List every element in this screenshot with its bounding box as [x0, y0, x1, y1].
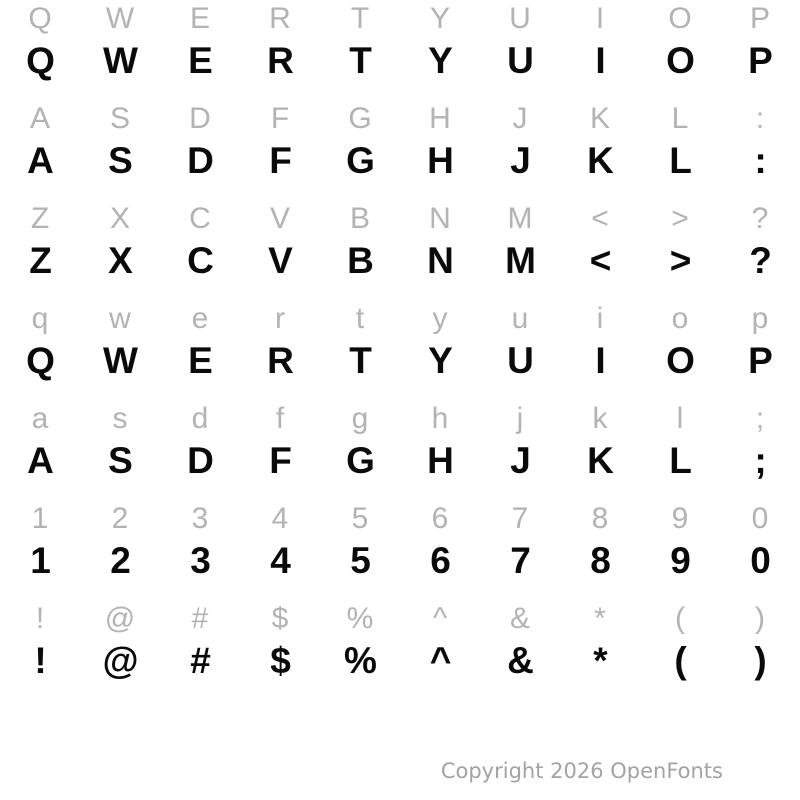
- ref-glyph: $: [271, 602, 289, 635]
- sample-glyph: 1: [30, 540, 50, 581]
- ref-glyph: G: [348, 102, 372, 135]
- sample-glyph: X: [108, 240, 132, 281]
- ref-glyph: 4: [271, 502, 289, 535]
- sample-glyph: :: [754, 140, 766, 181]
- reference-uppercase-bottom-row: [0, 200, 800, 238]
- sample-glyph: !: [34, 640, 46, 681]
- ref-glyph: o: [671, 302, 689, 335]
- sample-glyph: 4: [270, 540, 290, 581]
- ref-glyph: #: [191, 602, 209, 635]
- ref-glyph: i: [596, 302, 604, 335]
- sample-glyph: Y: [428, 40, 452, 81]
- ref-glyph: *: [594, 602, 606, 635]
- ref-glyph: 2: [111, 502, 129, 535]
- ref-glyph: B: [349, 202, 370, 235]
- ref-glyph: j: [516, 402, 524, 435]
- ref-glyph: R: [269, 2, 291, 35]
- sample-glyph: R: [267, 340, 293, 381]
- ref-glyph: X: [109, 202, 130, 235]
- sample-glyph: D: [187, 440, 213, 481]
- glyph-row-pair-uppercase-bottom-row: [0, 200, 800, 300]
- ref-glyph: J: [512, 102, 528, 135]
- ref-glyph: l: [676, 402, 684, 435]
- sample-glyph: ^: [429, 640, 451, 681]
- ref-glyph: Y: [429, 2, 450, 35]
- sample-glyph: Q: [26, 340, 54, 381]
- ref-glyph: 7: [511, 502, 529, 535]
- sample-glyph: B: [347, 240, 373, 281]
- sample-glyph: ): [754, 640, 766, 681]
- ref-glyph: %: [346, 602, 374, 635]
- sample-glyph: Y: [428, 340, 452, 381]
- sample-glyph: F: [269, 440, 291, 481]
- ref-glyph: S: [109, 102, 130, 135]
- sample-glyph: E: [188, 40, 212, 81]
- ref-glyph: Q: [28, 2, 52, 35]
- sample-glyph: A: [27, 440, 53, 481]
- ref-glyph: O: [668, 2, 692, 35]
- ref-glyph: 5: [351, 502, 369, 535]
- sample-glyph: A: [27, 140, 53, 181]
- sample-glyph: T: [349, 340, 371, 381]
- ref-glyph: E: [189, 2, 210, 35]
- sample-glyph: M: [505, 240, 535, 281]
- ref-glyph: C: [189, 202, 211, 235]
- ref-glyph: 1: [31, 502, 49, 535]
- sample-glyph: I: [595, 340, 605, 381]
- sample-glyph: T: [349, 40, 371, 81]
- sample-symbols-row: [0, 638, 800, 684]
- ref-glyph: 8: [591, 502, 609, 535]
- glyph-row-pair-digits-row: [0, 500, 800, 600]
- sample-glyph: R: [267, 40, 293, 81]
- sample-glyph: I: [595, 40, 605, 81]
- ref-glyph: h: [431, 402, 449, 435]
- ref-glyph: r: [275, 302, 285, 335]
- sample-glyph: L: [669, 140, 691, 181]
- sample-glyph: 5: [350, 540, 370, 581]
- sample-glyph: 8: [590, 540, 610, 581]
- sample-glyph: ;: [754, 440, 766, 481]
- sample-glyph: 6: [430, 540, 450, 581]
- ref-glyph: u: [511, 302, 529, 335]
- sample-glyph: $: [270, 640, 290, 681]
- sample-uppercase-bottom-row: [0, 238, 800, 284]
- sample-glyph: O: [666, 340, 694, 381]
- sample-glyph: K: [587, 440, 613, 481]
- ref-glyph: 9: [671, 502, 689, 535]
- ref-glyph: @: [104, 602, 136, 635]
- sample-digits-row: [0, 538, 800, 584]
- ref-glyph: N: [429, 202, 451, 235]
- ref-glyph: g: [351, 402, 369, 435]
- sample-glyph: Z: [29, 240, 51, 281]
- sample-glyph: 2: [110, 540, 130, 581]
- ref-glyph: q: [31, 302, 49, 335]
- sample-glyph: &: [507, 640, 533, 681]
- ref-glyph: k: [592, 402, 608, 435]
- sample-glyph: 0: [750, 540, 770, 581]
- sample-glyph: E: [188, 340, 212, 381]
- sample-glyph: C: [187, 240, 213, 281]
- ref-glyph: ): [755, 602, 765, 635]
- ref-glyph: U: [509, 2, 531, 35]
- copyright-text: Copyright 2026 OpenFonts: [440, 759, 723, 783]
- sample-lowercase-home-row: [0, 438, 800, 484]
- sample-glyph: U: [507, 340, 533, 381]
- ref-glyph: Z: [30, 202, 50, 235]
- reference-uppercase-home-row: [0, 100, 800, 138]
- sample-uppercase-top-row: [0, 38, 800, 84]
- ref-glyph: W: [105, 2, 135, 35]
- ref-glyph: f: [275, 402, 285, 435]
- sample-glyph: <: [589, 240, 611, 281]
- ref-glyph: d: [191, 402, 209, 435]
- ref-glyph: :: [755, 102, 765, 135]
- sample-glyph: V: [268, 240, 292, 281]
- sample-glyph: Q: [26, 40, 54, 81]
- sample-glyph: W: [103, 340, 137, 381]
- sample-glyph: L: [669, 440, 691, 481]
- sample-glyph: @: [102, 640, 138, 681]
- sample-glyph: O: [666, 40, 694, 81]
- sample-lowercase-top-row: [0, 338, 800, 384]
- ref-glyph: y: [432, 302, 448, 335]
- reference-lowercase-home-row: [0, 400, 800, 438]
- ref-glyph: (: [675, 602, 685, 635]
- ref-glyph: I: [595, 2, 605, 35]
- glyph-row-pair-uppercase-home-row: [0, 100, 800, 200]
- ref-glyph: K: [589, 102, 610, 135]
- ref-glyph: a: [31, 402, 49, 435]
- reference-lowercase-top-row: [0, 300, 800, 338]
- sample-glyph: 9: [670, 540, 690, 581]
- sample-glyph: S: [108, 440, 132, 481]
- ref-glyph: 3: [191, 502, 209, 535]
- glyph-row-pair-lowercase-home-row: [0, 400, 800, 500]
- ref-glyph: T: [350, 2, 370, 35]
- ref-glyph: >: [671, 202, 689, 235]
- sample-glyph: %: [344, 640, 376, 681]
- sample-glyph: P: [748, 40, 772, 81]
- ref-glyph: <: [591, 202, 609, 235]
- ref-glyph: L: [671, 102, 689, 135]
- ref-glyph: 6: [431, 502, 449, 535]
- ref-glyph: D: [189, 102, 211, 135]
- ref-glyph: ^: [432, 602, 448, 635]
- sample-glyph: #: [190, 640, 210, 681]
- sample-glyph: H: [427, 440, 453, 481]
- sample-glyph: >: [669, 240, 691, 281]
- ref-glyph: V: [269, 202, 290, 235]
- sample-glyph: J: [510, 140, 530, 181]
- sample-glyph: N: [427, 240, 453, 281]
- sample-glyph: W: [103, 40, 137, 81]
- glyph-row-pair-symbols-row: [0, 600, 800, 700]
- sample-glyph: K: [587, 140, 613, 181]
- sample-glyph: 3: [190, 540, 210, 581]
- glyph-row-pair-lowercase-top-row: [0, 300, 800, 400]
- sample-glyph: P: [748, 340, 772, 381]
- sample-glyph: G: [346, 440, 374, 481]
- ref-glyph: M: [507, 202, 533, 235]
- ref-glyph: &: [509, 602, 530, 635]
- sample-glyph: U: [507, 40, 533, 81]
- ref-glyph: s: [112, 402, 128, 435]
- ref-glyph: ?: [751, 202, 769, 235]
- glyph-row-pair-uppercase-top-row: [0, 0, 800, 100]
- ref-glyph: !: [35, 602, 45, 635]
- reference-digits-row: [0, 500, 800, 538]
- sample-glyph: H: [427, 140, 453, 181]
- ref-glyph: t: [355, 302, 365, 335]
- ref-glyph: p: [751, 302, 769, 335]
- ref-glyph: F: [270, 102, 290, 135]
- ref-glyph: P: [749, 2, 770, 35]
- sample-glyph: S: [108, 140, 132, 181]
- sample-glyph: G: [346, 140, 374, 181]
- ref-glyph: ;: [755, 402, 765, 435]
- sample-glyph: *: [593, 640, 607, 681]
- sample-glyph: F: [269, 140, 291, 181]
- sample-glyph: 7: [510, 540, 530, 581]
- reference-symbols-row: [0, 600, 800, 638]
- ref-glyph: w: [109, 302, 131, 335]
- sample-glyph: D: [187, 140, 213, 181]
- sample-uppercase-home-row: [0, 138, 800, 184]
- sample-glyph: ?: [749, 240, 771, 281]
- ref-glyph: e: [191, 302, 209, 335]
- sample-glyph: J: [510, 440, 530, 481]
- ref-glyph: A: [29, 102, 50, 135]
- ref-glyph: H: [429, 102, 451, 135]
- reference-uppercase-top-row: [0, 0, 800, 38]
- ref-glyph: 0: [751, 502, 769, 535]
- sample-glyph: (: [674, 640, 686, 681]
